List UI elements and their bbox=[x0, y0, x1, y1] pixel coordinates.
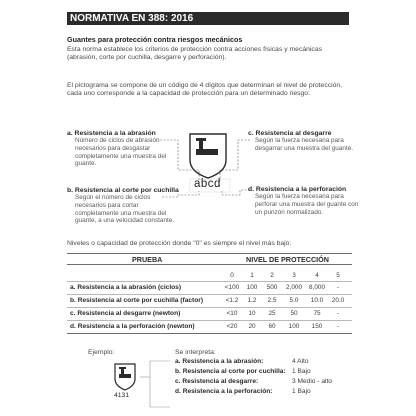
table-cell: 75 bbox=[313, 310, 321, 317]
table-cell: <1.2 bbox=[225, 297, 239, 304]
hammer-shield-icon bbox=[190, 134, 226, 178]
table-rule bbox=[67, 281, 352, 282]
table-cell: 2.5 bbox=[267, 297, 277, 304]
table-cell: 2,000 bbox=[286, 284, 302, 291]
table-cell: <10 bbox=[226, 310, 238, 317]
level-header-0: 0 bbox=[230, 272, 234, 279]
table-cell: 10.0 bbox=[310, 297, 324, 304]
box-abrasion-description: Número de ciclos de abrasión necesarios para desgastar completamente una muestra del guante. bbox=[75, 137, 167, 168]
table-row-d-label: d. Resistencia a la perforación (newton) bbox=[70, 323, 195, 330]
table-cell: 25 bbox=[268, 310, 276, 317]
table-cell: 500 bbox=[266, 284, 278, 291]
table-cell: <100 bbox=[224, 284, 240, 291]
table-cell: 20 bbox=[248, 323, 256, 330]
level-header-1: 1 bbox=[250, 272, 254, 279]
pictogram-intro-paragraph: El pictograma se compone de un código de 4 dígitos que determinan el nivel de protección, cada uno corresponde a la capacidad de protección para un determinado riesgo: bbox=[67, 82, 343, 98]
table-header-rule bbox=[67, 264, 352, 265]
table-cell: 10 bbox=[248, 310, 256, 317]
table-cell: 20.0 bbox=[331, 297, 345, 304]
interpret-item-b-level: 1 Bajo bbox=[292, 368, 311, 375]
interpret-item-b-test: b. Resistencia al corte por cuchilla: bbox=[175, 368, 286, 375]
pictogram-code: abcd bbox=[194, 178, 221, 190]
box-cut-title: b. Resistencia al corte por cuchilla bbox=[67, 187, 179, 194]
interpret-item-c-level: 3 Medio - alto bbox=[292, 378, 332, 385]
example-hammer-shield-icon bbox=[112, 362, 138, 392]
interpret-item-a-level: 4 Alto bbox=[292, 358, 309, 365]
table-row-b-label: b. Resistencia al corte por cuchilla (factor) bbox=[70, 297, 204, 304]
box-cut bbox=[67, 187, 179, 225]
box-abrasion bbox=[67, 130, 175, 168]
example-bracket bbox=[140, 355, 176, 411]
section-subtitle: Guantes para protección contra riesgos mecánicos bbox=[67, 35, 243, 44]
table-cell: - bbox=[336, 310, 340, 317]
table-bottom-rule bbox=[67, 333, 352, 334]
table-cell: 60 bbox=[268, 323, 276, 330]
table-cell: 1.2 bbox=[247, 297, 257, 304]
table-row-c-label: c. Resistencia al desgarre (newton) bbox=[70, 310, 181, 317]
table-top-rule bbox=[67, 253, 352, 254]
interpret-item-c-test: c. Resistencia al desgarre: bbox=[175, 378, 259, 385]
box-cut-description: Según el número de ciclos necesarios para cortar completamente una muestra del guante, a una velocidad constante. bbox=[75, 194, 175, 225]
interpret-label: Se interpreta: bbox=[175, 349, 216, 356]
table-rule bbox=[67, 294, 352, 295]
example-label: Ejemplo: bbox=[88, 349, 115, 356]
table-cell: 5.0 bbox=[289, 297, 299, 304]
box-tear-title: c. Resistencia al desgarre bbox=[248, 130, 332, 137]
interpret-item-d-test: d. Resistencia a la perforación: bbox=[175, 388, 273, 395]
table-cell: 8,000 bbox=[309, 284, 325, 291]
level-header-3: 3 bbox=[292, 272, 296, 279]
level-header-4: 4 bbox=[315, 272, 319, 279]
box-puncture bbox=[248, 186, 360, 216]
box-tear bbox=[248, 130, 358, 153]
table-header-level: NIVEL DE PROTECCIÓN bbox=[246, 255, 329, 264]
interpret-item-d-level: 1 Bajo bbox=[292, 388, 311, 395]
table-cell: - bbox=[336, 284, 340, 291]
table-rule bbox=[67, 320, 352, 321]
level-header-5: 5 bbox=[336, 272, 340, 279]
table-cell: 100 bbox=[246, 284, 258, 291]
table-cell: 50 bbox=[290, 310, 298, 317]
table-row-a-label: a. Resistencia a la abrasión (ciclos) bbox=[70, 284, 182, 291]
level-header-2: 2 bbox=[270, 272, 274, 279]
example-code: 4131 bbox=[114, 392, 130, 399]
table-header-test: PRUEBA bbox=[132, 255, 163, 264]
box-puncture-title: d. Resistencia a la perforación bbox=[248, 186, 347, 193]
table-cell: - bbox=[336, 323, 340, 330]
box-puncture-description: Según la fuerza necesaria para perforar una muestra del guante con un punzón normalizado. bbox=[255, 193, 359, 216]
intro-paragraph: Esta norma establece los criterios de protección contra acciones físicas y mecánicas (abrasión, corte por cuchilla, desgarre y perforación). bbox=[67, 46, 322, 62]
table-cell: <20 bbox=[226, 323, 238, 330]
box-abrasion-title: a. Resistencia a la abrasión bbox=[67, 130, 156, 137]
page-title: NORMATIVA EN 388: 2016 bbox=[70, 13, 194, 24]
levels-note: Niveles o capacidad de protección donde "0" es siempre el nivel más bajo: bbox=[67, 240, 292, 247]
interpret-item-a-test: a. Resistencia a la abrasión: bbox=[175, 358, 264, 365]
table-cell: 100 bbox=[288, 323, 300, 330]
table-rule bbox=[67, 307, 352, 308]
box-tear-description: Según la fuerza necesaria para desgarrar una muestra del guante. bbox=[255, 137, 354, 152]
connector-d bbox=[222, 190, 250, 195]
table-cell: 150 bbox=[311, 323, 323, 330]
